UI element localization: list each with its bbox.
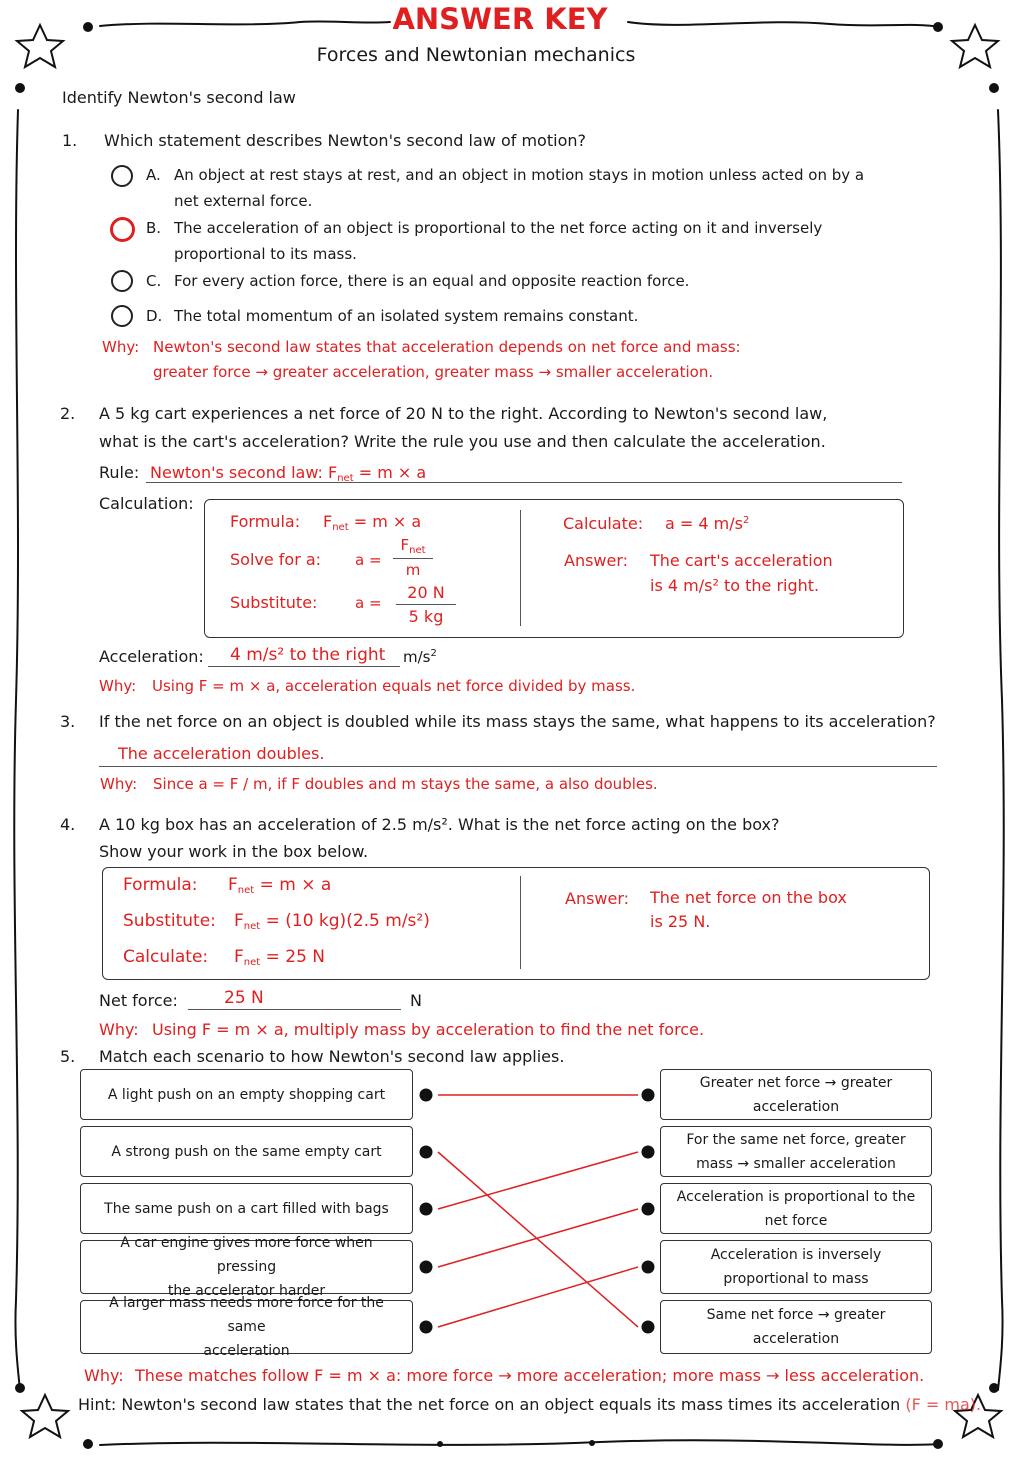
q4-answer-text-2: is 25 N. [650,912,711,931]
q2-calculate-label: Calculate: [563,514,644,533]
q5-why-label: Why: [84,1366,124,1385]
q3-number: 3. [60,712,76,731]
q1-option-a-letter: A. [146,166,161,184]
q2-answer-label: Answer: [564,551,629,570]
match-right-1[interactable]: Greater net force → greater acceleration [660,1069,932,1120]
match-right-dot-1[interactable] [642,1089,655,1102]
match-line-5 [438,1267,638,1327]
match-left-4[interactable]: A car engine gives more force when pressing the accelerator harder [80,1240,413,1294]
q2-subst-label: Substitute: [230,593,318,612]
q1-why-text-2: greater force → greater acceleration, greater mass → smaller acceleration. [153,363,714,381]
q5-why-text: These matches follow F = m × a: more force → more acceleration; more mass → less acceleration. [135,1366,925,1385]
q4-calc-value: $F_{net} = 25$ N [234,947,326,968]
q2-number: 2. [60,404,76,423]
q4-why-label: Why: [99,1020,139,1039]
q4-subst-value: $F_{net} = (10$ kg)(2.5 m/s²) [234,911,430,932]
q2-calc-label: Calculation: [99,494,194,513]
match-left-dot-3[interactable] [420,1203,433,1216]
q2-accel-label: Acceleration: [99,647,204,666]
q4-number: 4. [60,815,76,834]
q4-answer-text: The net force on the box [650,888,847,907]
match-left-3[interactable]: The same push on a cart filled with bags [80,1183,413,1234]
q4-subst-label: Substitute: [123,911,216,931]
page-title: ANSWER KEY [392,2,608,36]
match-right-dot-2[interactable] [642,1146,655,1159]
q2-solve-fraction: $F_{net}$ m [393,536,433,579]
q4-answer-label: Answer: [565,889,630,908]
q4-formula-label: Formula: [123,875,198,895]
q5-question: Match each scenario to how Newton's second law applies. [99,1047,565,1066]
match-left-dot-2[interactable] [420,1146,433,1159]
match-left-5[interactable]: A larger mass needs more force for the same acceleration [80,1300,413,1354]
q1-option-d-letter: D. [146,307,163,325]
q2-calculate-value: a = 4 $m/s^2$ [665,514,750,533]
match-left-dot-5[interactable] [420,1321,433,1334]
match-right-5[interactable]: Same net force → greater acceleration [660,1300,932,1354]
q1-question: Which statement describes Newton's second law of motion? [104,131,586,150]
q1-option-b-letter: B. [146,219,162,237]
q3-why-label: Why: [100,775,138,793]
q1-option-c-text: For every action force, there is an equal and opposite reaction force. [174,272,690,290]
q3-question: If the net force on an object is doubled while its mass stays the same, what happens to its acceleration? [99,712,936,731]
q4-net-unit: N [410,991,422,1010]
q2-subst-fraction: 20 N 5 kg [396,583,456,626]
q2-subst-lhs: a = [355,594,382,612]
q1-option-a-text: An object at rest stays at rest, and an object in motion stays in motion unless acted on by a [174,166,865,184]
q4-question: A 10 kg box has an acceleration of 2.5 m/s². What is the net force acting on the box? [99,815,780,834]
q4-formula-value: $F_{net} = m \times a$ [228,875,332,896]
match-left-dot-4[interactable] [420,1261,433,1274]
q3-answer: The acceleration doubles. [118,744,325,763]
q2-solve-label: Solve for a: [230,550,322,569]
q2-question: A 5 kg cart experiences a net force of 20 N to the right. According to Newton's second law, [99,404,828,423]
q1-option-d-text: The total momentum of an isolated system remains constant. [174,307,639,325]
q1-option-b-text: The acceleration of an object is proportional to the net force acting on it and inversely [174,219,823,237]
match-right-4[interactable]: Acceleration is inversely proportional to mass [660,1240,932,1294]
match-line-3 [438,1152,638,1209]
q2-formula-label: Formula: [230,512,301,531]
q2-why-label: Why: [99,677,137,695]
q2-solve-lhs: a = [355,551,382,569]
q2-question-2: what is the cart's acceleration? Write the rule you use and then calculate the acceleration. [99,432,826,451]
q1-why-label: Why: [102,338,140,356]
q1-why-text: Newton's second law states that acceleration depends on net force and mass: [153,338,741,356]
match-line-2 [438,1152,638,1327]
match-left-dot-1[interactable] [420,1089,433,1102]
q4-calc-label: Calculate: [123,947,209,967]
q1-option-c-letter: C. [146,272,162,290]
q1-number: 1. [62,131,78,150]
match-right-3[interactable]: Acceleration is proportional to the net force [660,1183,932,1234]
match-left-1[interactable]: A light push on an empty shopping cart [80,1069,413,1120]
match-right-dot-5[interactable] [642,1321,655,1334]
q4-net-label: Net force: [99,991,178,1010]
q1-option-a-text-2: net external force. [174,192,313,210]
q2-why-text: Using F = m × a, acceleration equals net force divided by mass. [152,677,636,695]
q2-formula-value: $F_{net} = m \times a$ [323,512,422,533]
q2-rule-label: Rule: [99,463,140,482]
q4-question-2: Show your work in the box below. [99,842,369,861]
q2-accel-unit: $m/s^2$ [403,648,437,666]
section-title: Identify Newton's second law [62,88,296,107]
match-right-dot-3[interactable] [642,1203,655,1216]
match-left-2[interactable]: A strong push on the same empty cart [80,1126,413,1177]
match-line-4 [438,1209,638,1267]
match-right-dot-4[interactable] [642,1261,655,1274]
q2-accel-answer: 4 m/s² to the right [230,645,386,665]
q2-answer-text: The cart's acceleration [650,551,833,570]
q4-why-text: Using F = m × a, multiply mass by acceleration to find the net force. [152,1020,705,1039]
hint: Hint: Newton's second law states that the net force on an object equals its mass times its acceleration (F = ma). [78,1395,982,1414]
q4-net-answer: 25 N [224,988,264,1008]
q2-rule-answer: Newton's second law: $F_{net} = m \times a$ [150,463,427,484]
page-subtitle: Forces and Newtonian mechanics [316,44,636,66]
q5-number: 5. [60,1047,76,1066]
hint-formula: (F = ma). [905,1395,982,1414]
q1-option-b-text-2: proportional to its mass. [174,245,357,263]
q2-answer-text-2: is 4 m/s² to the right. [650,576,820,595]
q3-why-text: Since a = F / m, if F doubles and m stays the same, a also doubles. [153,775,658,793]
match-right-2[interactable]: For the same net force, greater mass → smaller acceleration [660,1126,932,1177]
